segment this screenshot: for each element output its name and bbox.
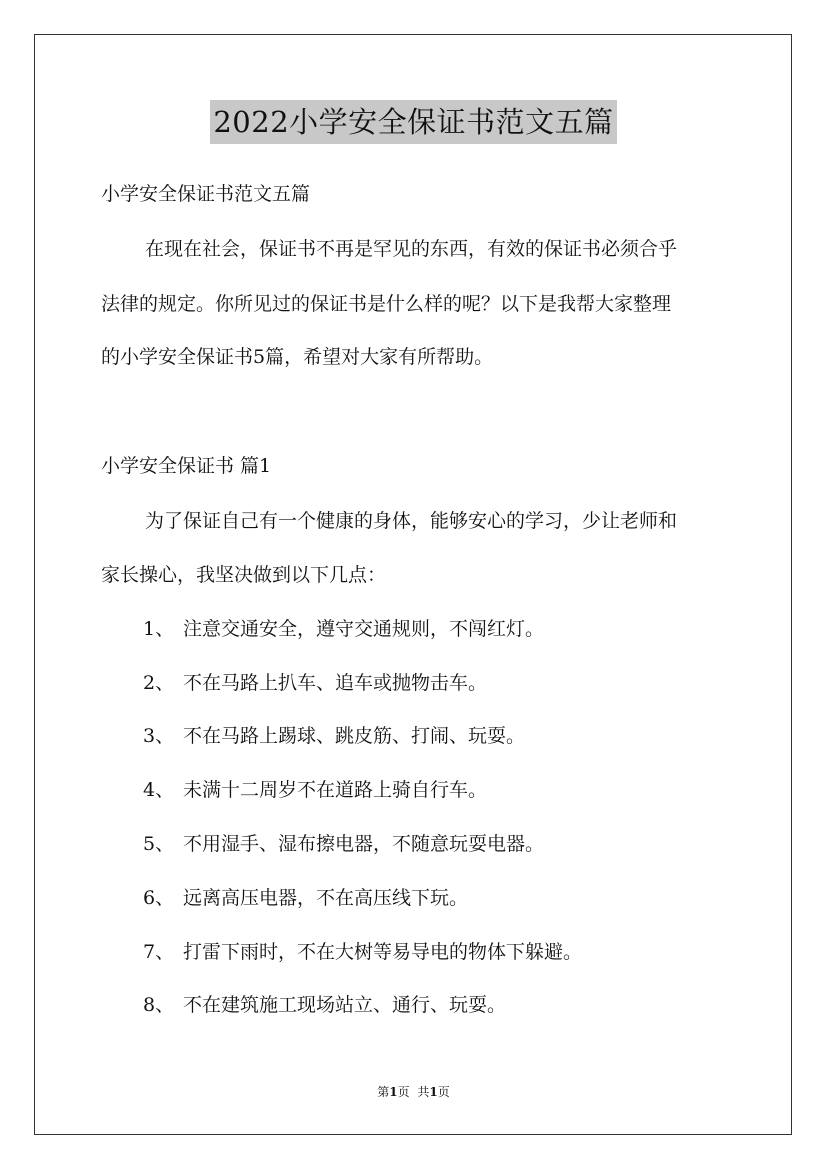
list-item-number: 4、 bbox=[143, 779, 175, 801]
list-item-number: 5、 bbox=[143, 833, 175, 855]
page-footer bbox=[0, 1084, 827, 1100]
intro-line-2: 法律的规定。你所见过的保证书是什么样的呢？以下是我帮大家整理 bbox=[101, 293, 672, 315]
document-title-text: 2022小学安全保证书范文五篇 bbox=[210, 100, 616, 144]
list-item bbox=[143, 831, 544, 857]
footer-page-number: 1 bbox=[389, 1085, 398, 1099]
footer-total-number: 1 bbox=[429, 1085, 438, 1099]
list-item-number: 8、 bbox=[143, 994, 175, 1016]
list-item bbox=[143, 992, 506, 1018]
footer-page-prefix: 第 bbox=[377, 1085, 390, 1099]
section-paragraph-line-2: 家长操心，我坚决做到以下几点： bbox=[101, 564, 387, 586]
list-item-number: 7、 bbox=[143, 941, 175, 963]
list-item-text: 打雷下雨时，不在大树等易导电的物体下躲避。 bbox=[183, 941, 583, 963]
footer-total-suffix: 页 bbox=[437, 1085, 450, 1099]
document-title bbox=[0, 100, 827, 144]
list-item bbox=[143, 885, 468, 911]
list-item-text: 不在马路上踢球、跳皮筋、打闹、玩耍。 bbox=[183, 725, 526, 747]
list-item-number: 6、 bbox=[143, 887, 175, 909]
list-item bbox=[143, 616, 544, 642]
intro-line-1: 在现在社会，保证书不再是罕见的东西，有效的保证书必须合乎 bbox=[145, 238, 678, 260]
list-item-text: 未满十二周岁不在道路上骑自行车。 bbox=[183, 779, 488, 801]
list-item-text: 不在马路上扒车、追车或抛物击车。 bbox=[183, 672, 488, 694]
list-item-number: 1、 bbox=[143, 618, 175, 640]
section-paragraph-line-1: 为了保证自己有一个健康的身体，能够安心的学习，少让老师和 bbox=[145, 510, 678, 532]
list-item bbox=[143, 723, 525, 749]
footer-total-prefix: 共 bbox=[417, 1085, 430, 1099]
list-item-text: 注意交通安全，遵守交通规则，不闯红灯。 bbox=[183, 618, 545, 640]
list-item-text: 远离高压电器，不在高压线下玩。 bbox=[183, 887, 469, 909]
list-item bbox=[143, 670, 487, 696]
list-item-number: 3、 bbox=[143, 725, 175, 747]
document-subtitle: 小学安全保证书范文五篇 bbox=[101, 183, 311, 205]
list-item-number: 2、 bbox=[143, 672, 175, 694]
section-heading: 小学安全保证书 篇1 bbox=[101, 455, 272, 477]
list-item-text: 不在建筑施工现场站立、通行、玩耍。 bbox=[183, 994, 507, 1016]
footer-page-suffix: 页 bbox=[397, 1085, 410, 1099]
intro-line-3: 的小学安全保证书5篇，希望对大家有所帮助。 bbox=[101, 346, 494, 368]
list-item bbox=[143, 777, 487, 803]
list-item bbox=[143, 939, 582, 965]
list-item-text: 不用湿手、湿布擦电器，不随意玩耍电器。 bbox=[183, 833, 545, 855]
